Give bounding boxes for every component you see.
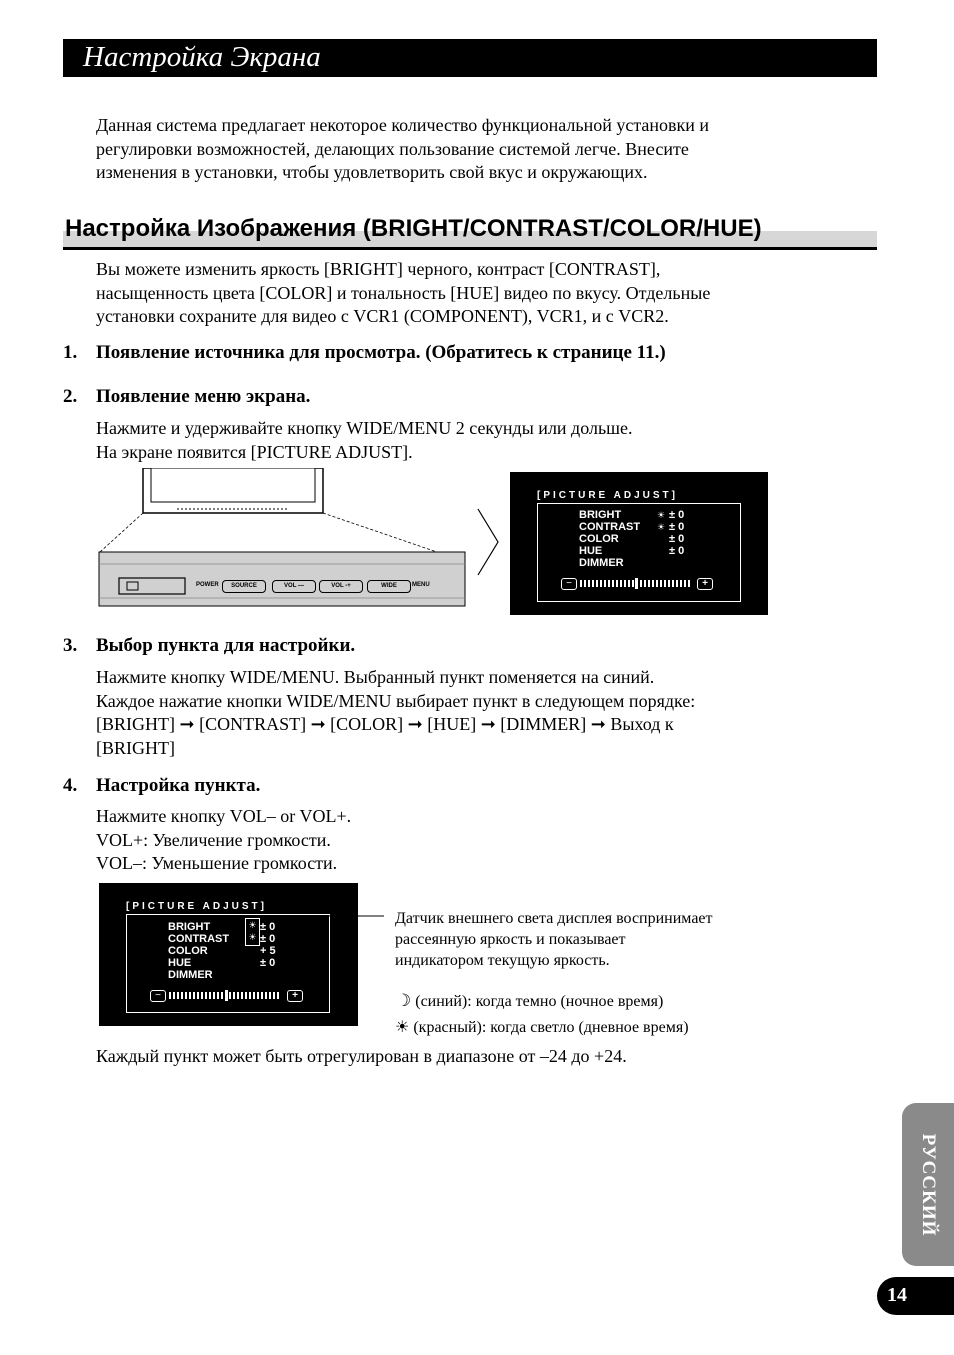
sensor-note-line: Датчик внешнего света дисплея воспринимает [395, 910, 713, 927]
minus-icon: − [150, 990, 166, 1002]
step-line: VOL–: Уменьшение громкости. [96, 853, 338, 874]
section-heading [63, 214, 877, 248]
sensor-note-line: индикатором текущую яркость. [395, 952, 610, 969]
step-line: На экране появится [PICTURE ADJUST]. [96, 441, 413, 462]
step-line: [BRIGHT] ➞ [CONTRAST] ➞ [COLOR] ➞ [HUE] ➞ [DIMMER] ➞ Выход к [96, 714, 674, 735]
osd-values [669, 509, 684, 557]
page-title-bar [63, 39, 877, 77]
callout-line [257, 912, 387, 920]
step-number: 1. [63, 342, 78, 363]
step-title: Настройка пункта. [96, 775, 261, 796]
step-number: 3. [63, 635, 78, 656]
menu-label: MENU [412, 582, 430, 588]
step-title: Выбор пункта для настройки. [96, 635, 356, 656]
step-number: 4. [63, 775, 78, 796]
step-body [96, 805, 351, 876]
osd-value: ± 0 [260, 921, 276, 933]
page-number-text: 14 [887, 1284, 907, 1306]
range-note: Каждый пункт может быть отрегулирован в диапазоне от –24 до +24. [96, 1046, 627, 1066]
step-line: Нажмите и удерживайте кнопку WIDE/MENU 2 секунды или дольше. [96, 418, 633, 438]
osd-item-dimmer: DIMMER [168, 969, 213, 981]
osd-value: ± 0 [260, 957, 276, 969]
language-tab-label: РУССКИЙ [918, 1133, 939, 1236]
language-tab [902, 1103, 954, 1266]
osd-item-hue: HUE [168, 957, 192, 969]
step-body [96, 417, 633, 464]
osd-item-bright: BRIGHT [168, 921, 211, 933]
step-line: VOL+: Увеличение громкости. [96, 829, 331, 850]
osd-items [168, 921, 229, 981]
section-intro-line: установки сохраните для видео с VCR1 (COMPONENT), VCR1, и с VCR2. [96, 306, 669, 327]
osd-value: ± 0 [669, 533, 685, 545]
sun-icon: ☀ ☀ [657, 510, 666, 532]
osd-header: [PICTURE ADJUST] [537, 490, 678, 501]
vol-minus-button[interactable]: VOL — [272, 580, 316, 593]
minus-icon: − [561, 578, 577, 590]
osd-value: ± 0 [669, 545, 685, 557]
osd-value: ± 0 [669, 521, 685, 533]
sun-icon: ☀ [395, 1019, 410, 1036]
osd-value: ± 0 [260, 933, 276, 945]
section-intro-line: насыщенность цвета [COLOR] и тональность [HUE] видео по вкусу. Отдельные [96, 282, 711, 303]
source-button[interactable]: SOURCE [222, 580, 266, 593]
plus-icon: + [697, 578, 713, 590]
picture-adjust-screen [510, 472, 768, 615]
step-title: Появление источника для просмотра. (Обратитесь к странице 11.) [96, 342, 666, 363]
step-line: Нажмите кнопку VOL– or VOL+. [96, 806, 352, 826]
osd-items [579, 509, 640, 569]
osd-item-color: COLOR [168, 945, 208, 957]
section-intro [96, 258, 710, 329]
intro-paragraph [96, 114, 709, 185]
step-number: 2. [63, 386, 78, 407]
osd-item-dimmer: DIMMER [579, 557, 624, 569]
page-number [877, 1277, 954, 1315]
sensor-note-line: рассеянную яркость и показывает [395, 931, 626, 948]
sun-icon: ☀ ☀ [245, 918, 260, 946]
arrow-right-icon [476, 507, 500, 577]
level-indicator [225, 990, 228, 1001]
picture-adjust-screen-2 [99, 883, 358, 1026]
legend-dark [396, 990, 663, 1012]
osd-value: ± 0 [669, 509, 685, 521]
intro-line: Данная система предлагает некоторое количество функциональной установки и [96, 115, 710, 135]
intro-line: регулировки возможностей, делающих пользование системой легче. Внесите [96, 138, 689, 159]
page-title: Настройка Экрана [83, 41, 321, 73]
intro-line: изменения в установки, чтобы удовлетворить свой вкус и окружающих. [96, 162, 648, 183]
sensor-note [395, 908, 713, 971]
osd-item-bright: BRIGHT [579, 509, 622, 521]
osd-item-hue: HUE [579, 545, 603, 557]
legend-light [395, 1017, 689, 1038]
osd-item-contrast: CONTRAST [579, 521, 641, 533]
step-line: Нажмите кнопку WIDE/MENU. Выбранный пункт поменяется на синий. [96, 667, 655, 687]
osd-item-contrast: CONTRAST [168, 933, 230, 945]
step-line: Каждое нажатие кнопки WIDE/MENU выбирает пункт в следующем порядке: [96, 690, 696, 711]
section-intro-line: Вы можете изменить яркость [BRIGHT] черного, контраст [CONTRAST], [96, 259, 661, 279]
level-indicator [635, 578, 638, 589]
step-title: Появление меню экрана. [96, 386, 311, 407]
power-label: POWER [196, 582, 219, 588]
legend-dark-text: (синий): когда темно (ночное время) [415, 993, 664, 1010]
wide-button[interactable]: WIDE [367, 580, 411, 593]
moon-icon: ☽ [396, 991, 412, 1010]
section-heading-text: Настройка Изображения (BRIGHT/CONTRAST/COLOR/HUE) [65, 215, 762, 242]
plus-icon: + [287, 990, 303, 1002]
osd-values [260, 921, 276, 969]
step-line: [BRIGHT] [96, 737, 175, 758]
osd-value: + 5 [260, 945, 276, 957]
osd-header: [PICTURE ADJUST] [126, 901, 267, 912]
vol-plus-button[interactable]: VOL -+ [319, 580, 363, 593]
step-body [96, 666, 695, 760]
osd-item-color: COLOR [579, 533, 619, 545]
legend-light-text: (красный): когда светло (дневное время) [413, 1019, 689, 1036]
